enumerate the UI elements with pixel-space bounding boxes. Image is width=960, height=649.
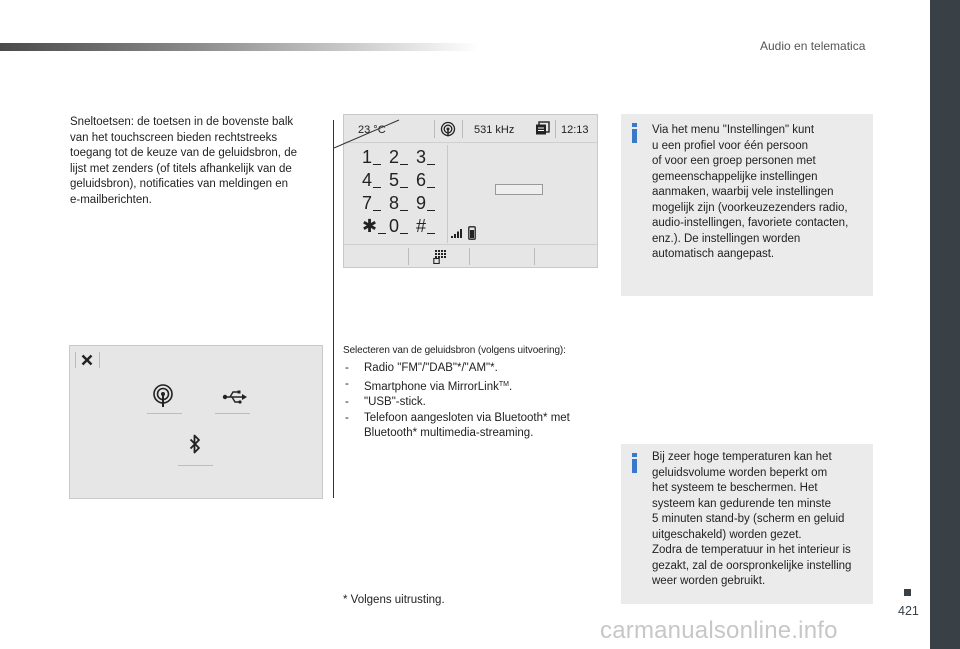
phone-icon [468,226,476,240]
intro-line: toegang tot de keuze van de geluidsbron, de [70,147,297,159]
info-box-temperature [621,444,873,604]
source-list [343,361,613,442]
keypad-key[interactable]: ✱ [362,215,389,237]
frequency-readout: 531 kHz [474,124,515,136]
status-divider [434,120,435,138]
info-text: Bij zeer hoge temperaturen kan het geluidsvolume worden beperkt om het systeem te beschermen. Het systeem kan gedurende ten minste 5 minuten stand-by (scherm en geluid uitgeschakeld) worden gezet. Zodra de temperatuur in het interieur is gezakt, zal de oorspronkelijke instelling weer worden gebruikt. [652,451,852,587]
temperature-readout: 23 °C [358,124,386,136]
intro-line: e-mailberichten. [70,193,152,206]
toolbar-divider [408,248,409,265]
list-item: - Telefoon aangesloten via Bluetooth* met Bluetooth* multimedia-streaming. [343,411,613,442]
keypad-key[interactable]: 9 [416,192,443,214]
watermark: carmanualsonline.info [600,617,838,644]
keypad-key[interactable]: 8 [389,192,416,214]
keypad-key[interactable]: # [416,215,443,237]
source-underline [215,413,250,414]
grid-icon[interactable] [433,250,447,264]
keypad-key[interactable]: 6 [416,169,443,191]
callout-line [333,118,403,150]
close-icon[interactable] [81,354,93,366]
side-tab-bar [930,0,960,649]
list-item: - Smartphone via MirrorLink™. [343,377,613,396]
info-icon [630,123,640,145]
info-icon [630,453,640,475]
info-text: Via het menu "Instellingen" kunt u een profiel voor één persoon of voor een groep personen met gemeenschappelijke instellingen aanmaken, waarbij vele instellingen mogelijk zijn (voorkeuzezenders radio, audio-instellingen, favoriete contacten, enz.). De instellingen worden automatisch aangepast. [652,124,849,260]
source-underline [147,413,182,414]
list-item: - Radio "FM"/"DAB"*/"AM"*. [343,361,613,377]
display-field [495,184,543,195]
column-divider [333,120,334,498]
media-icon[interactable] [534,121,550,135]
section-title: Audio en telematica [760,39,866,53]
clock-readout: 12:13 [561,124,589,136]
intro-paragraph [70,115,315,208]
signal-icon [451,228,463,238]
info-box-profiles [621,114,873,296]
toolbar-divider [75,352,76,368]
toolbar-divider [469,248,470,265]
status-divider [555,120,556,138]
radio-icon[interactable] [440,121,456,137]
intro-line: lijst met zenders (of titels afhankelijk van de [70,162,292,175]
intro-line: van het touchscreen bieden rechtstreeks [70,131,278,144]
keypad-key[interactable]: 3 [416,146,443,168]
source-list-title: Selecteren van de geluidsbron (volgens uitvoering): [343,345,566,356]
page-marker [904,589,911,596]
status-divider [462,120,463,138]
keypad-key[interactable]: 0 [389,215,416,237]
radio-icon[interactable] [152,384,174,408]
keypad-key[interactable]: 5 [389,169,416,191]
intro-line: Sneltoetsen: de toetsen in de bovenste balk [70,116,294,128]
toolbar-divider [99,352,100,368]
page-number: 421 [898,604,919,618]
keypad-key[interactable]: 7 [362,192,389,214]
keypad-key[interactable]: 1 [362,146,389,168]
usb-icon[interactable] [222,390,248,404]
list-item: - "USB"-stick. [343,395,613,411]
footnote: * Volgens uitrusting. [343,594,445,606]
keypad-key[interactable]: 2 [389,146,416,168]
bluetooth-icon[interactable] [189,434,201,454]
touchscreen-source-view [69,345,323,499]
intro-line: geluidsbron), notificaties van meldingen en [70,178,288,190]
bottom-toolbar [344,244,597,268]
keypad-key[interactable]: 4 [362,169,389,191]
telephone-keypad [362,145,448,243]
source-underline [178,465,213,466]
header-gradient-bar [0,43,480,51]
toolbar-divider [534,248,535,265]
